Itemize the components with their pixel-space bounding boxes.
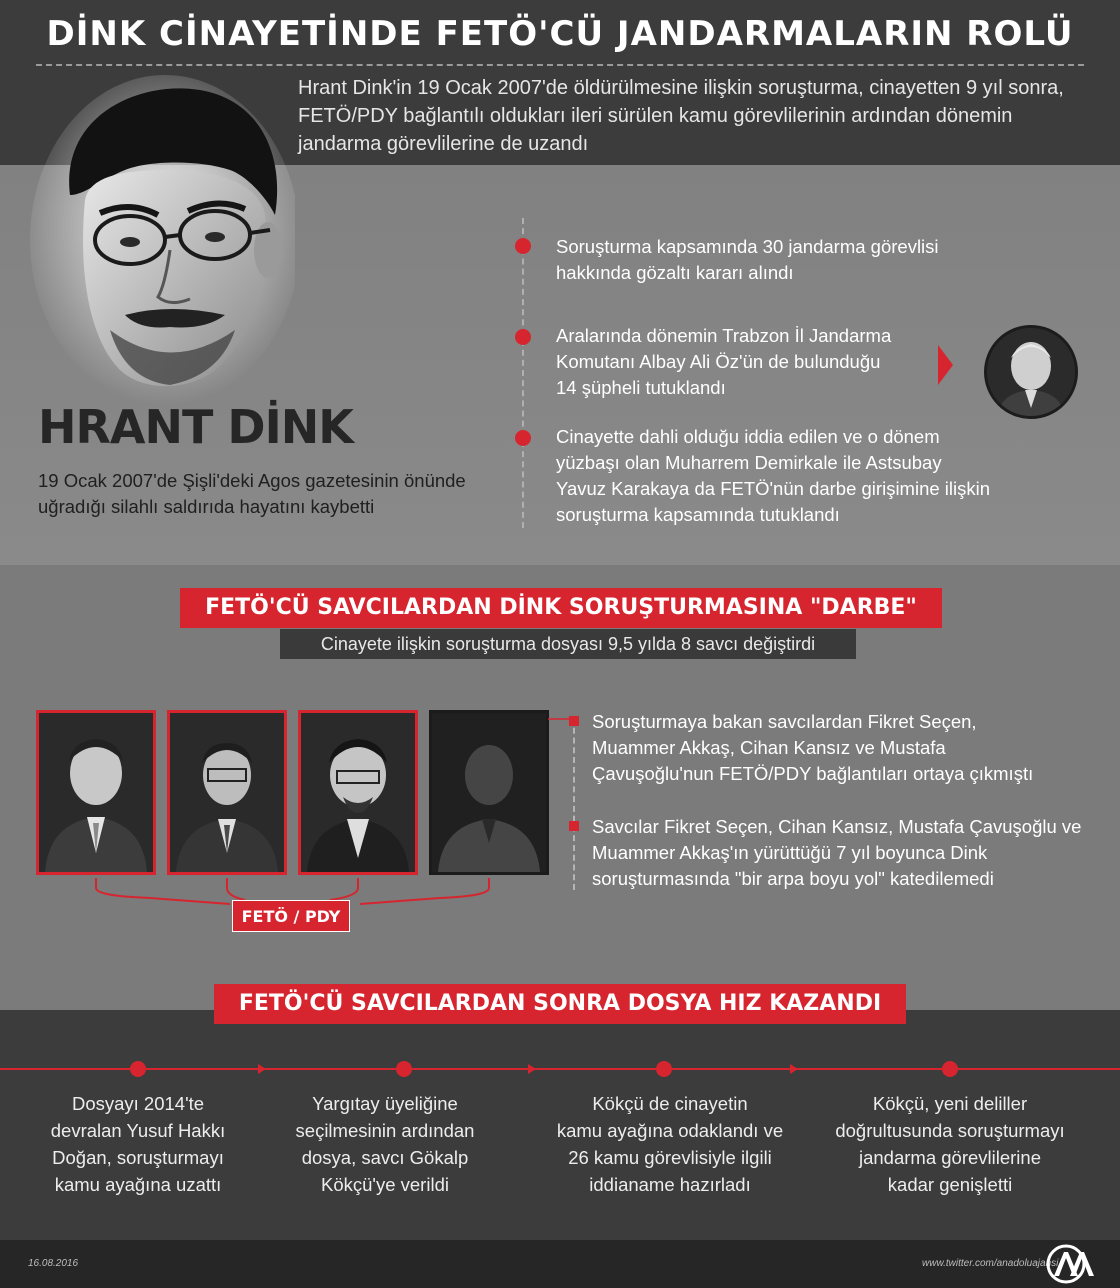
point-line: Muammer Akkaş'ın yürüttüğü 7 yıl boyunca Dink bbox=[592, 842, 988, 863]
fetopdy-tag: FETÖ / PDY bbox=[232, 900, 350, 932]
bullet-line: Cinayette dahli olduğu iddia edilen ve o dönem bbox=[556, 426, 940, 447]
bullet-line: Komutanı Albay Ali Öz'ün de bulunduğu bbox=[556, 351, 881, 372]
bullet-square bbox=[569, 821, 579, 831]
intro-line: Hrant Dink'in 19 Ocak 2007'de öldürülmesine ilişkin soruşturma, cinayetten 9 yıl sonra, bbox=[298, 77, 1064, 99]
bullet-line: soruşturma kapsamında tutuklandı bbox=[556, 504, 840, 525]
section2-heading: FETÖ'CÜ SAVCILARDAN DİNK SORUŞTURMASINA "DARBE" bbox=[180, 588, 942, 628]
prosecutor-photo-1 bbox=[36, 710, 156, 875]
point-item bbox=[592, 814, 1112, 892]
timeline-dot bbox=[130, 1061, 146, 1077]
timeline-dot bbox=[656, 1061, 672, 1077]
timeline-dot bbox=[396, 1061, 412, 1077]
step-line: dosya, savcı Gökalp bbox=[301, 1147, 469, 1168]
step-line: Kökçü de cinayetin bbox=[592, 1093, 748, 1114]
unknown-prosecutor-silhouette bbox=[429, 710, 549, 875]
point-item bbox=[592, 709, 1112, 787]
timeline-step-2 bbox=[270, 1090, 500, 1198]
step-line: iddianame hazırladı bbox=[589, 1174, 751, 1195]
step-line: devralan Yusuf Hakkı bbox=[50, 1120, 226, 1141]
step-line: kamu ayağına uzattı bbox=[54, 1174, 222, 1195]
bullet-dot bbox=[515, 329, 531, 345]
page-title: DİNK CİNAYETİNDE FETÖ'CÜ JANDARMALARIN ROLÜ bbox=[46, 14, 1074, 54]
prosecutor-photo-3 bbox=[298, 710, 418, 875]
bullet-square bbox=[569, 716, 579, 726]
point-line: Muammer Akkaş, Cihan Kansız ve Mustafa bbox=[592, 737, 946, 758]
step-line: Yargıtay üyeliğine bbox=[312, 1093, 458, 1114]
points-connector-line bbox=[573, 718, 575, 890]
step-line: jandarma görevlilerine bbox=[858, 1147, 1041, 1168]
point-line: Savcılar Fikret Seçen, Cihan Kansız, Mustafa Çavuşoğlu ve bbox=[592, 816, 1082, 837]
step-line: 26 kamu görevlisiyle ilgili bbox=[568, 1147, 772, 1168]
timeline-arrow-icon bbox=[528, 1064, 536, 1074]
step-line: Doğan, soruşturmayı bbox=[52, 1147, 224, 1168]
prosecutor-photo-2 bbox=[167, 710, 287, 875]
point-line: soruşturmasında "bir arpa boyu yol" katedilemedi bbox=[592, 868, 994, 889]
hrant-dink-portrait bbox=[30, 75, 295, 405]
timeline-dot bbox=[942, 1061, 958, 1077]
hrant-description bbox=[38, 468, 518, 520]
bullet-connector-line bbox=[522, 218, 524, 528]
section2-subheading: Cinayete ilişkin soruşturma dosyası 9,5 yılda 8 savcı değiştirdi bbox=[280, 629, 856, 659]
timeline-step-1 bbox=[23, 1090, 253, 1198]
step-line: kadar genişletti bbox=[887, 1174, 1013, 1195]
ali-oz-photo bbox=[984, 325, 1078, 419]
twitter-link[interactable]: www.twitter.com/anadoluajansi bbox=[922, 1258, 1059, 1269]
publish-date: 16.08.2016 bbox=[28, 1258, 79, 1269]
section3-heading: FETÖ'CÜ SAVCILARDAN SONRA DOSYA HIZ KAZANDI bbox=[214, 984, 906, 1024]
header-divider bbox=[36, 64, 1084, 66]
anadolu-agency-logo bbox=[1046, 1244, 1094, 1288]
bullet-line: 14 şüpheli tutuklandı bbox=[556, 377, 726, 398]
bullet-line: hakkında gözaltı kararı alındı bbox=[556, 262, 794, 283]
intro-line: FETÖ/PDY bağlantılı oldukları ileri sürülen kamu görevlilerinin ardından dönemin bbox=[298, 105, 1013, 127]
step-line: Kökçü'ye verildi bbox=[321, 1174, 449, 1195]
bullet-line: Aralarında dönemin Trabzon İl Jandarma bbox=[556, 325, 892, 346]
bullet-line: Soruşturma kapsamında 30 jandarma görevlisi bbox=[556, 236, 939, 257]
bullet-line: Yavuz Karakaya da FETÖ'nün darbe girişimine ilişkin bbox=[556, 478, 991, 499]
bullet-dot bbox=[515, 430, 531, 446]
intro-text bbox=[298, 74, 1088, 158]
point-line: Çavuşoğlu'nun FETÖ/PDY bağlantıları ortaya çıkmıştı bbox=[592, 763, 1034, 784]
point-line: Soruşturmaya bakan savcılardan Fikret Seçen, bbox=[592, 711, 977, 732]
bullet-item bbox=[556, 323, 936, 401]
bullet-dot bbox=[515, 238, 531, 254]
arrow-right-icon bbox=[938, 345, 953, 385]
timeline-arrow-icon bbox=[790, 1064, 798, 1074]
intro-line: jandarma görevlilerine de uzandı bbox=[298, 133, 589, 155]
step-line: seçilmesinin ardından bbox=[295, 1120, 475, 1141]
bullet-item bbox=[556, 424, 1026, 528]
timeline-step-4 bbox=[815, 1090, 1085, 1198]
bullet-line: yüzbaşı olan Muharrem Demirkale ile Astsubay bbox=[556, 452, 942, 473]
hrant-desc-line: uğradığı silahlı saldırıda hayatını kaybetti bbox=[38, 496, 375, 517]
step-line: kamu ayağına odaklandı ve bbox=[556, 1120, 784, 1141]
timeline-arrow-icon bbox=[258, 1064, 266, 1074]
step-line: Dosyayı 2014'te bbox=[71, 1093, 205, 1114]
step-line: Kökçü, yeni deliller bbox=[872, 1093, 1028, 1114]
hrant-name: HRANT DİNK bbox=[38, 400, 353, 454]
step-line: doğrultusunda soruşturmayı bbox=[835, 1120, 1065, 1141]
hrant-desc-line: 19 Ocak 2007'de Şişli'deki Agos gazetesinin önünde bbox=[38, 470, 466, 491]
timeline-step-3 bbox=[535, 1090, 805, 1198]
bullet-item bbox=[556, 234, 956, 286]
